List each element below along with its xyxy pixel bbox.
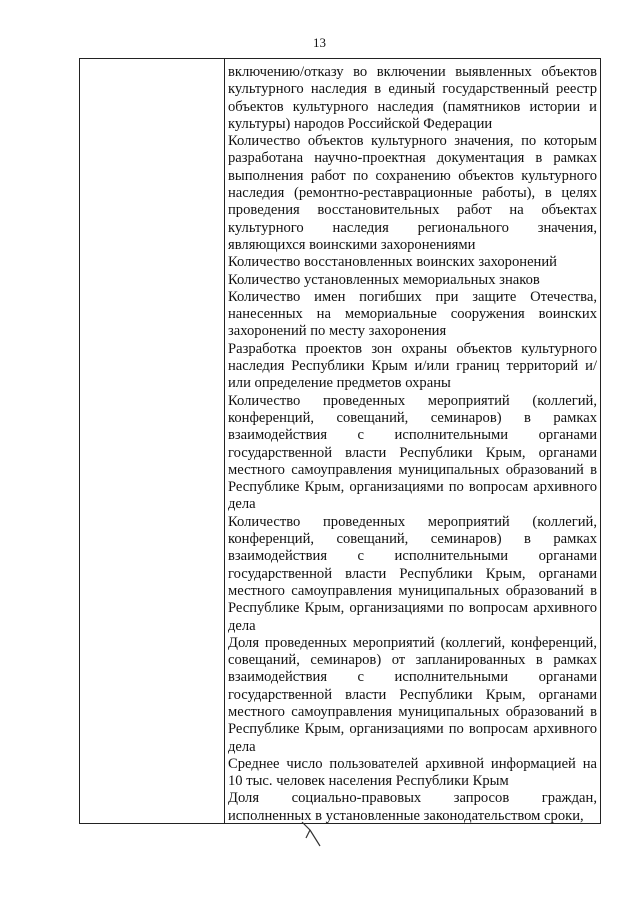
indicator-entry: Доля проведенных мероприятий (коллегий, конференций, совещаний, семинаров) от запланированных в рамках взаимодействия с исполнительными органами государственной власти Республики Крым, органами местного самоуправления муниципальных образований в Республике Крым, организациями по вопросам архивного дела bbox=[228, 634, 597, 755]
indicator-entry: Количество проведенных мероприятий (коллегий, конференций, совещаний, семинаров) в рамках взаимодействия с исполнительными органами государственной власти Республики Крым, органами местного самоуправления муниципальных образований в Республике Крым, организациями по вопросам архивного дела bbox=[228, 392, 597, 513]
indicator-entry: Количество восстановленных воинских захоронений bbox=[228, 254, 557, 271]
page-number: 13 bbox=[313, 35, 326, 50]
table-right-column-cell bbox=[225, 59, 600, 825]
indicator-entry: Доля социально-правовых запросов граждан, исполненных в установленные законодательством сроки, bbox=[228, 790, 597, 824]
indicator-entry: Количество имен погибших при защите Отечества, нанесенных на мемориальные сооружения воинских захоронений по месту захоронения bbox=[228, 288, 597, 340]
indicator-entry: Количество установленных мемориальных знаков bbox=[228, 271, 540, 288]
indicator-entry: Разработка проектов зон охраны объектов культурного наследия Республики Крым и/или границ территорий и/или определение предметов охраны bbox=[228, 340, 597, 392]
table-left-column-cell bbox=[80, 59, 225, 823]
indicator-entry: Количество проведенных мероприятий (коллегий, конференций, совещаний, семинаров) в рамках взаимодействия с исполнительными органами государственной власти Республики Крым, органами местного самоуправления муниципальных образований в Республике Крым, организациями по вопросам архивного дела bbox=[228, 513, 597, 634]
indicator-entry: Количество объектов культурного значения, по которым разработана научно-проектная документация в рамках выполнения работ по сохранению объектов культурного наследия (ремонтно-реставрационные работы), в целях проведения восстановительных работ на объектах культурного наследия регионального значения, являющихся воинскими захоронениями bbox=[228, 133, 597, 253]
indicator-entry: включению/отказу во включении выявленных объектов культурного наследия в единый государственный реестр объектов культурного наследия (памятников истории и культуры) народов Российской Федерации bbox=[228, 64, 597, 132]
indicator-table bbox=[79, 58, 601, 824]
pen-mark bbox=[300, 818, 330, 858]
indicator-entry: Среднее число пользователей архивной информацией на 10 тыс. человек населения Республики Крым bbox=[228, 755, 597, 790]
